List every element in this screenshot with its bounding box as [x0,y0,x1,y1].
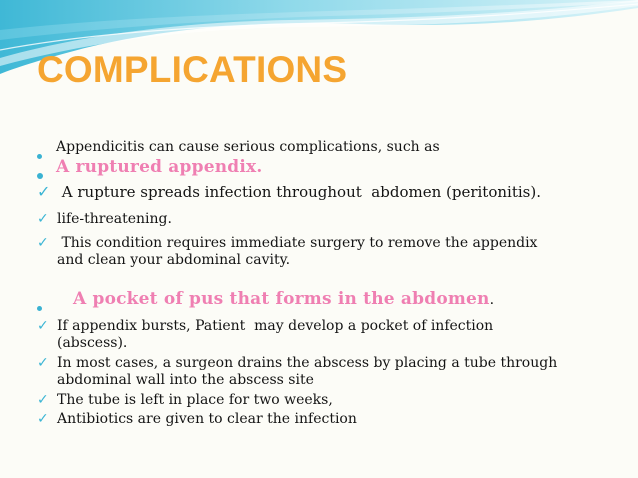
list-item: ✓ In most cases, a surgeon drains the abscess by placing a tube through abdominal wall into the abscess site [37,355,558,388]
checkmark-icon: ✓ [37,211,49,227]
list-item: ✓ The tube is left in place for two weeks, [37,392,333,408]
list-item: ✓ A rupture spreads infection throughout abdomen (peritonitis). [37,182,541,201]
checkmark-icon: ✓ [37,182,51,201]
bullet-dot-icon [37,164,56,183]
list-item: Appendicitis can cause serious complications, such as [37,139,627,163]
checkmark-icon: ✓ [37,235,49,251]
list-item: ✓ life-threatening. [37,211,172,227]
checkmark-icon: ✓ [37,318,49,334]
bullet-dot-icon [37,296,73,315]
slide-title: COMPLICATIONS [37,49,348,90]
list-item: ✓ If appendix bursts, Patient may develop a pocket of infection (abscess). [37,318,494,351]
checkmark-icon: ✓ [37,411,49,427]
list-item: ✓ This condition requires immediate surgery to remove the appendix and clean your abdominal cavity. [37,235,538,268]
list-item: ✓ Antibiotics are given to clear the infection [37,411,357,427]
list-item: A pocket of pus that forms in the abdomen . [37,289,627,315]
checkmark-icon: ✓ [37,392,49,408]
list-item: A ruptured appendix. [37,157,627,183]
checkmark-icon: ✓ [37,355,49,371]
